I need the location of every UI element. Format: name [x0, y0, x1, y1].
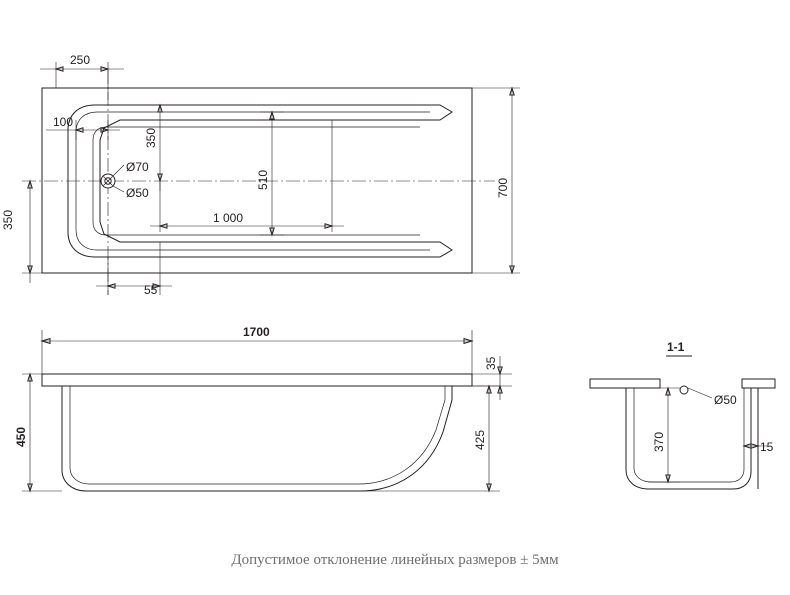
dim-700-label: 700: [496, 177, 510, 198]
front-view-body-inner: [70, 386, 445, 484]
leader-d70: [113, 165, 124, 176]
front-view-rim: [42, 374, 472, 386]
footer-note: Допустимое отклонение линейных размеров ± 5мм: [231, 552, 559, 568]
dim-425-label: 425: [473, 429, 487, 450]
dim-1700-label: 1700: [243, 325, 270, 339]
section-label: 1-1: [667, 340, 685, 354]
front-view: [14, 325, 512, 491]
dim-section-d50-label: Ø50: [714, 393, 737, 407]
dim-d50-label: Ø50: [126, 186, 149, 200]
dim-d70-label: Ø70: [126, 160, 149, 174]
top-view: [1, 53, 520, 297]
dim-350left-label: 350: [1, 209, 15, 230]
dim-35-label: 35: [484, 356, 498, 370]
dim-1000-label: 1 000: [213, 211, 244, 225]
leader-d50: [113, 186, 124, 192]
dim-250-label: 250: [70, 53, 91, 67]
section-rim-right: [742, 379, 775, 388]
front-view-body: [62, 386, 452, 491]
section-drain-circle: [680, 386, 688, 394]
leader-section-d50: [688, 388, 712, 398]
dim-510-label: 510: [256, 169, 270, 190]
dim-15-label: 15: [760, 440, 774, 454]
dim-350inner-label: 350: [144, 127, 158, 148]
dim-450-label: 450: [14, 426, 28, 447]
dim-370-label: 370: [652, 431, 666, 452]
dim-55-label: 55: [144, 283, 158, 297]
section-view: [590, 340, 775, 489]
dim-100-label: 100: [53, 115, 74, 129]
section-rim-left: [590, 379, 660, 388]
